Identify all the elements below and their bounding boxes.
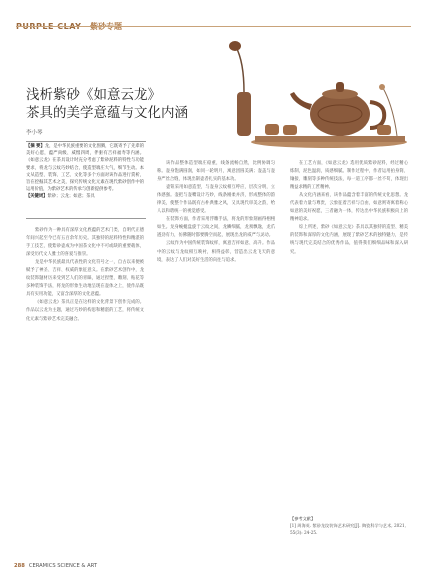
paragraph: 壶钮采用如意造型，与壶身云纹相互呼应，层次分明，立体感强。壶把与壶嘴设计巧妙，线条刚柔并济，形成整体的韵律美，使整个作品既有古朴典雅之风，又具现代审美之韵，给人以和谐统一的视觉感受。	[157, 185, 275, 215]
journal-header	[16, 14, 122, 33]
paragraph: 综上所述，紫砂《如意云龙》茶具以其独特的造型、精美的装饰和深厚的文化内涵，展现了紫砂艺术的独特魅力，是传统与现代完美结合的优秀作品，值得我们细细品味和深入研究。	[290, 225, 408, 255]
paragraph: 紫砂作为一种具有深厚文化底蕴的艺术门类，自明代正德年间兴起至今已有五百余年历史。其独特的泥料特性和精湛的手工技艺，使紫砂壶成为中国茶文化中不可或缺的重要载体，深受历代文人雅士的喜爱与推崇。	[26, 228, 144, 258]
reference-item: [1] 周海英. 紫砂龙纹装饰艺术研究[J]. 陶瓷科学与艺术, 2021, 55(3): 24-25.	[290, 522, 406, 535]
page-footer	[14, 563, 97, 569]
teapot-set-image	[225, 32, 413, 150]
references	[290, 516, 410, 536]
abstract-label: 【摘 要】	[26, 144, 45, 149]
abstract-top-rule	[26, 141, 146, 142]
abstract	[26, 143, 144, 201]
body-column-1	[26, 227, 144, 324]
keywords-label: 【关键词】	[26, 194, 48, 200]
references-label: 【参考文献】	[290, 516, 316, 521]
body-column-3	[290, 160, 408, 257]
paragraph: 在装饰方面，作者采用浮雕手法，将龙的形象刻画得栩栩如生。龙身蜿蜒盘旋于云纹之间，龙鳞细腻，龙须飘逸，龙爪遒劲有力，仿佛随时都要腾空而起，展现出龙的威严与灵动。	[157, 217, 275, 239]
header-divider	[16, 26, 411, 27]
body-column-2	[157, 160, 275, 265]
paragraph: 该作品整体造型端庄稳重，线条流畅自然，比例协调匀称。壶身饱满圆润，如同一轮明月，寓意团圆美满；壶盖与壶身严丝合缝，体现出制壶者扎实的基本功。	[157, 161, 275, 183]
abstract-text: 龙，是中华民族重要的文化图腾，它既寄予了先辈的美好心愿，蕴严尚级、威慑四周，伴驱有吉祥福寿等内涵。《如意云龙》在茶具设计时充分考虑了紫砂泥料的特性与功能要求，将龙与云纹巧妙结合，使造型端庄大气，细节生动。本文从造型、装饰、工艺、文化等多个方面对该作品进行赏析，旨在挖掘其艺术之美，探究传统文化元素在现代紫砂创作中的运用价值，为紫砂艺术的传承与创新提供参考。	[26, 144, 145, 193]
paragraph: 龙是中华民族最具代表性的文化符号之一，自古以来便被赋予了神圣、吉祥、权威的象征意义。在紫砂艺术创作中，龙纹装饰题材历来受到艺人们的青睐，通过捏塑、雕刻、贴花等多种装饰手法，将龙的形象生动地呈现在壶体之上，使作品既具有实用功能，又富含深厚的文化意蕴。	[26, 260, 144, 298]
abstract-bottom-rule	[26, 218, 146, 219]
page-number: 288	[14, 563, 25, 569]
author-name: 李小琴	[26, 130, 43, 136]
paragraph: 从文化内涵来看，该作品蕴含着丰富的传统文化思想。龙代表着力量与尊贵，云象征着吉祥与自由，如意则寄寓着称心如意的美好祝愿，三者融为一体，传达出中华民族积极向上的精神追求。	[290, 193, 408, 223]
journal-name: CERAMICS SCIENCE & ART	[28, 563, 98, 569]
keywords: 紫砂；云龙；如意；茶具	[47, 194, 95, 200]
article-title-line1: 浅析紫砂《如意云龙》	[26, 87, 161, 103]
article-title-line2: 茶具的美学意蕴与文化内涵	[26, 105, 188, 121]
paragraph: 在工艺方面，《如意云龙》选用优质紫砂泥料，经过精心炼制，泥色温润，质感细腻。制作过程中，作者运用拍身筒、镶接、雕刻等多种传统技法，每一道工序都一丝不苟，体现出精益求精的工匠精神。	[290, 161, 408, 191]
paragraph: 云纹作为中国传统装饰纹样，寓意吉祥如意、高升。作品中的云纹与龙纹相互映衬，相得益彰，营造出云龙飞天的意境，表达了人们对美好生活的向往与追求。	[157, 241, 275, 263]
paragraph: 《如意云龙》茶具正是在这样的文化背景下创作完成的。作品以云龙为主题，通过巧妙的构思和精湛的工艺，将传统文化元素与紫砂艺术完美融合。	[26, 300, 144, 322]
